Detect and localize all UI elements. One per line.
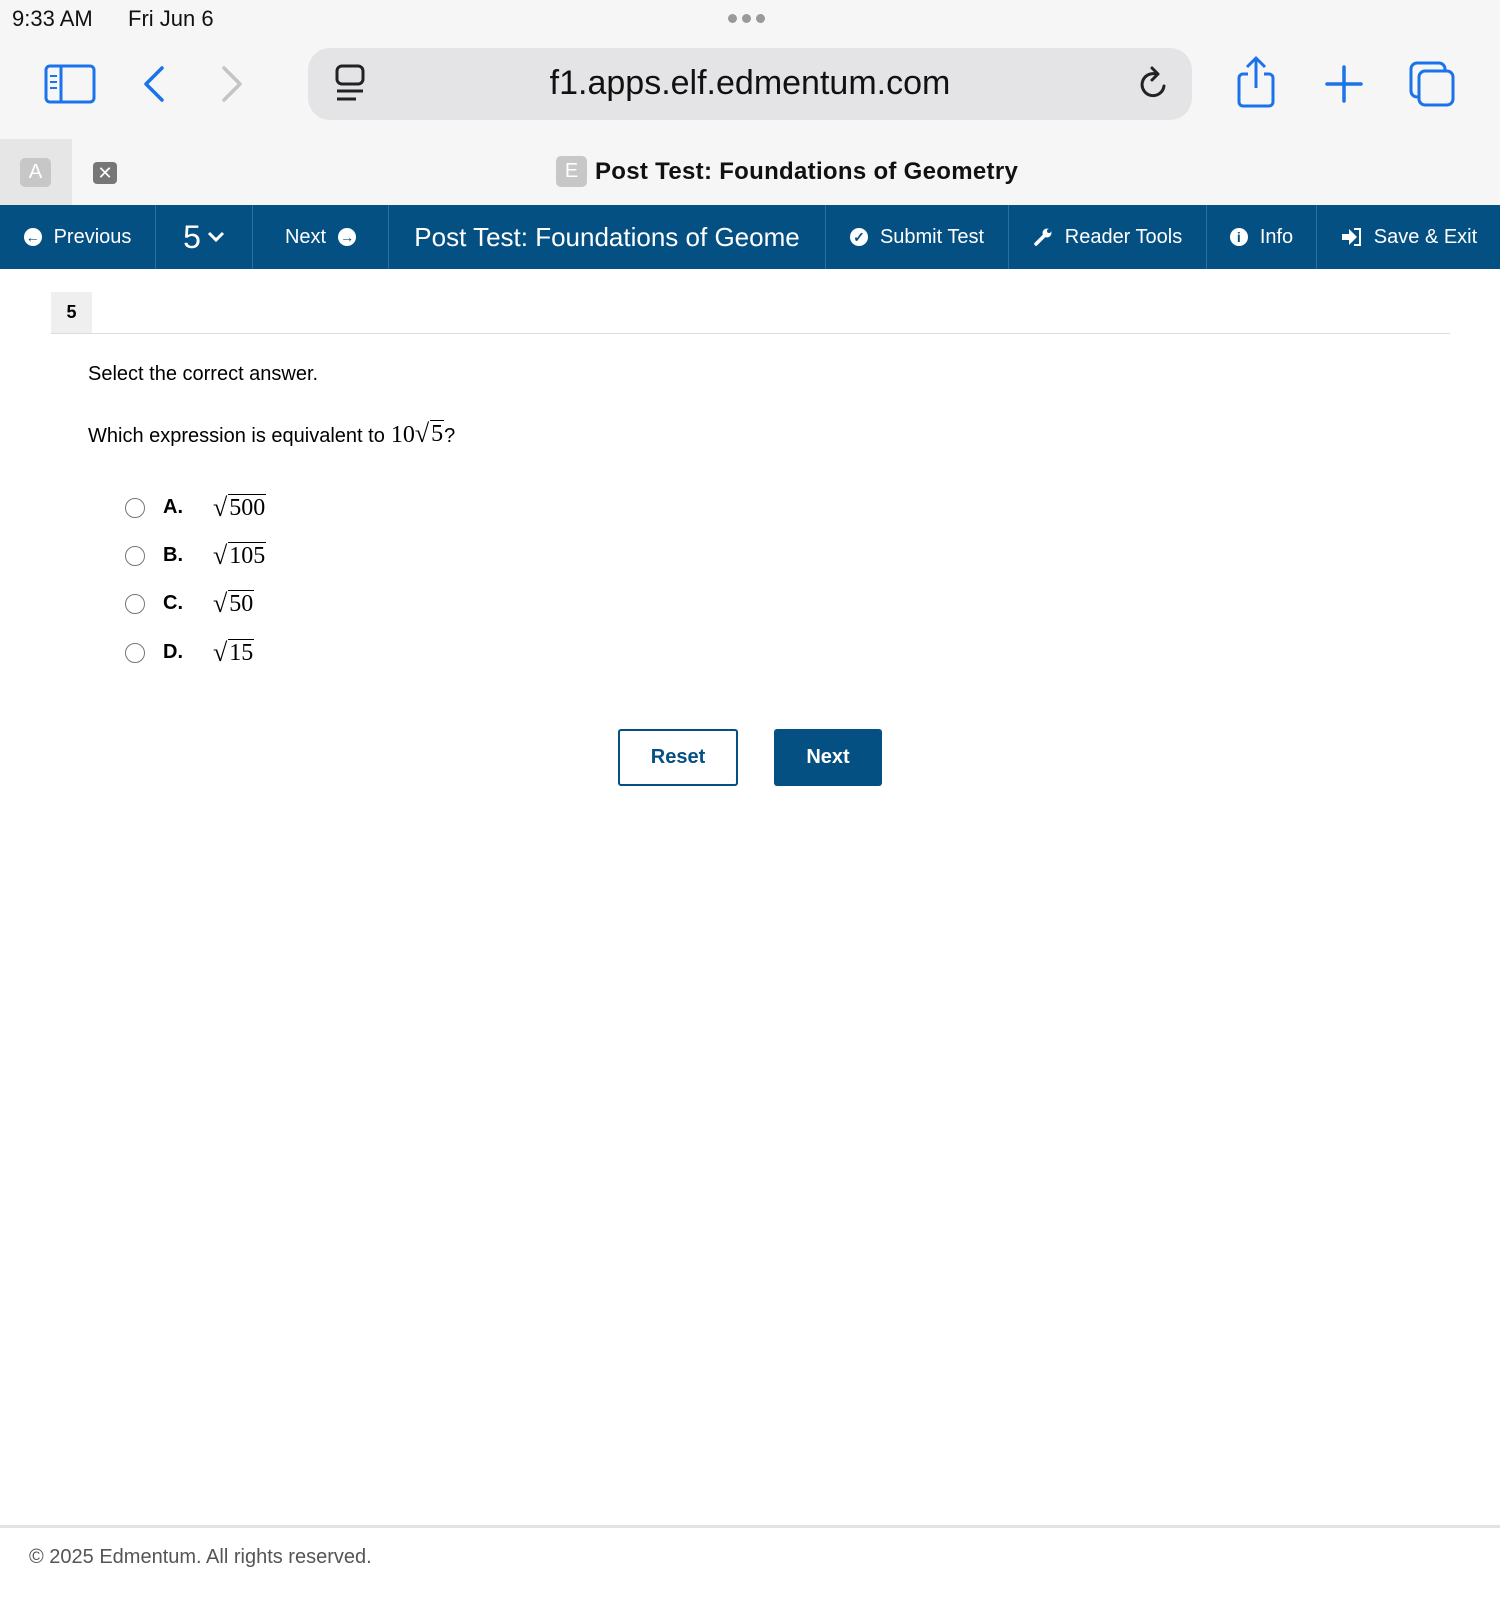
option-letter: B.: [163, 544, 183, 567]
save-exit-label: Save & Exit: [1373, 225, 1478, 248]
option-radicand: 105: [229, 543, 266, 569]
sidebar-icon[interactable]: [44, 64, 96, 104]
option-radical: √ 105: [213, 541, 266, 571]
test-toolbar: [0, 205, 1500, 269]
tab-favicon-e: E: [556, 156, 587, 187]
option-radical: √ 500: [213, 493, 266, 523]
sign-out-icon: [1340, 227, 1362, 247]
radio-b[interactable]: [125, 546, 145, 566]
footer-divider: [0, 1525, 1500, 1528]
option-radical: √ 50: [213, 589, 254, 619]
close-tab-icon[interactable]: ✕: [93, 162, 117, 184]
info-icon: i: [1230, 228, 1248, 246]
test-title: Post Test: Foundations of Geome: [389, 205, 826, 269]
divider: [51, 333, 1450, 334]
share-icon[interactable]: [1234, 56, 1278, 108]
option-letter: A.: [163, 496, 183, 519]
check-circle-icon: ✓: [850, 228, 868, 246]
footer-copyright: © 2025 Edmentum. All rights reserved.: [29, 1546, 372, 1568]
option-radicand: 50: [229, 591, 254, 617]
expr-coefficient: 10: [390, 422, 415, 449]
option-radical: √ 15: [213, 638, 254, 668]
tab-favicon: A: [20, 158, 51, 187]
tab-inactive[interactable]: [0, 139, 72, 205]
wrench-icon: [1033, 227, 1053, 247]
forward-icon[interactable]: [216, 64, 246, 104]
status-time: 9:33 AM: [12, 6, 93, 31]
arrow-right-circle-icon: →: [340, 229, 355, 245]
expr-radical: √ 5: [414, 419, 444, 449]
answer-option-d[interactable]: [125, 639, 254, 666]
previous-label: Previous: [53, 225, 132, 248]
question-prompt: [88, 420, 455, 449]
next-toolbar-button[interactable]: [253, 205, 389, 269]
option-radicand: 500: [229, 495, 266, 521]
question-number: 5: [183, 218, 201, 255]
reload-icon[interactable]: [1136, 64, 1172, 104]
reader-tools-label: Reader Tools: [1064, 225, 1183, 248]
tab-active[interactable]: [556, 156, 1018, 187]
option-radicand: 15: [229, 640, 254, 666]
expr-radicand: 5: [431, 421, 444, 447]
submit-label: Submit Test: [879, 225, 985, 248]
answer-option-c[interactable]: [125, 590, 254, 617]
tab-title: Post Test: Foundations of Geometry: [595, 157, 1019, 185]
previous-button[interactable]: [0, 205, 156, 269]
back-icon[interactable]: [140, 64, 170, 104]
question-number-badge: 5: [51, 292, 92, 333]
next-label: Next: [284, 225, 327, 248]
radio-a[interactable]: [125, 498, 145, 518]
url-text[interactable]: f1.apps.elf.edmentum.com: [549, 64, 951, 102]
reset-button[interactable]: Reset: [618, 729, 738, 786]
next-button[interactable]: Next: [774, 729, 882, 786]
answer-option-b[interactable]: [125, 542, 266, 569]
chevron-down-icon: [207, 231, 225, 243]
save-exit-button[interactable]: [1317, 205, 1500, 269]
prompt-text: Which expression is equivalent to: [88, 425, 385, 448]
new-tab-icon[interactable]: [1324, 64, 1364, 104]
tab-strip: [0, 139, 1500, 205]
radio-d[interactable]: [125, 643, 145, 663]
answer-option-a[interactable]: [125, 494, 266, 521]
reader-tools-button[interactable]: [1009, 205, 1207, 269]
browser-chrome: [0, 0, 1500, 139]
submit-test-button[interactable]: [826, 205, 1009, 269]
option-letter: C.: [163, 592, 183, 615]
status-date: Fri Jun 6: [128, 6, 214, 31]
arrow-left-circle-icon: ←: [25, 229, 40, 245]
info-button[interactable]: [1207, 205, 1317, 269]
multitasking-dots-icon[interactable]: [728, 14, 765, 23]
info-label: Info: [1259, 225, 1294, 248]
radio-c[interactable]: [125, 594, 145, 614]
address-bar[interactable]: [308, 48, 1192, 120]
prompt-end: ?: [444, 425, 456, 448]
instruction-text: Select the correct answer.: [88, 363, 319, 385]
option-letter: D.: [163, 641, 183, 664]
tabs-overview-icon[interactable]: [1408, 60, 1456, 108]
question-number-dropdown[interactable]: [156, 205, 253, 269]
